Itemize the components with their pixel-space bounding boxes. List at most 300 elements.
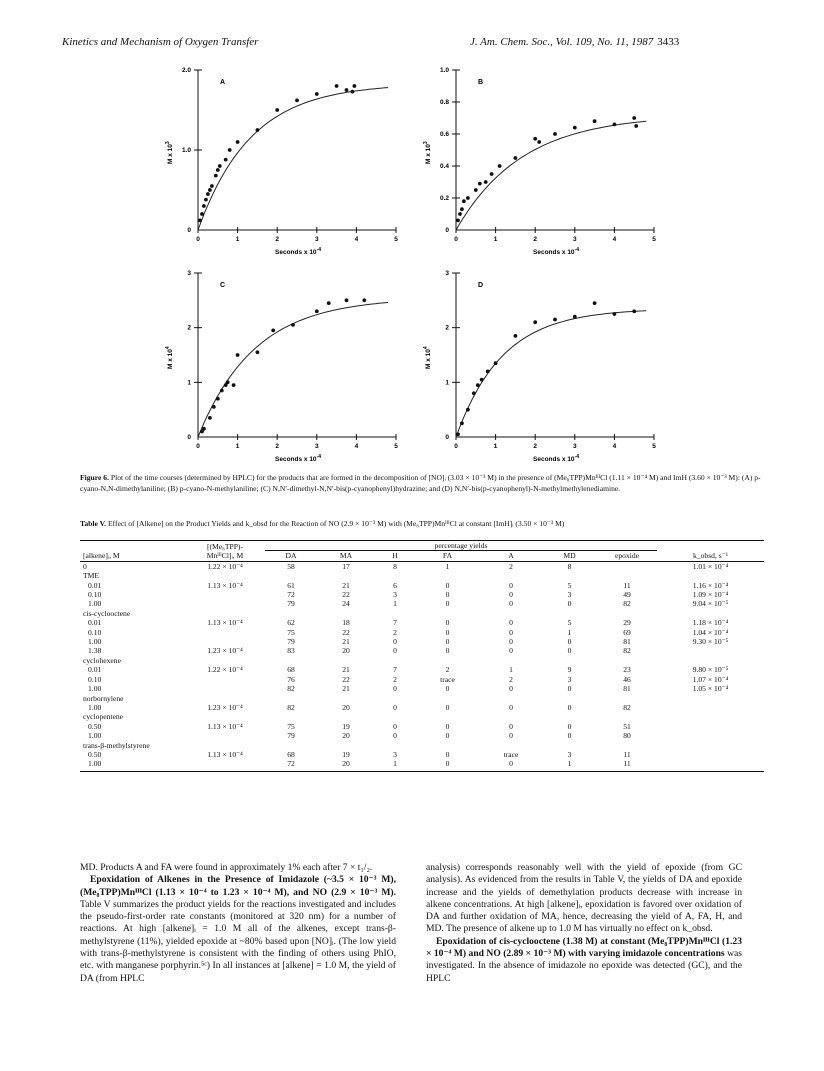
y-tick-label: 0.8 (439, 99, 449, 106)
x-tick-label: 0 (196, 443, 200, 450)
table-row (80, 665, 764, 674)
y-axis-label (165, 141, 174, 164)
cell-ma: 20 (342, 646, 350, 656)
cell-empty (185, 609, 764, 618)
body-column-right (426, 862, 742, 985)
panel-label: A (220, 79, 226, 86)
cell-mn: 1.23 × 10⁻⁴ (207, 702, 243, 712)
cell-alkene: 1.00 (88, 702, 102, 712)
data-point (494, 361, 498, 365)
plot-panel-b (423, 67, 656, 256)
table-row (80, 637, 764, 646)
y-tick-label: 0 (445, 227, 449, 234)
col-header-mn-line1: [(Me₈TPP)- (185, 541, 265, 551)
x-tick-label: 1 (493, 443, 498, 450)
x-tick-label: 4 (612, 443, 617, 450)
cell-alkene: 0.50 (88, 721, 102, 731)
cell-a: 0 (509, 637, 513, 647)
data-point (593, 301, 597, 305)
table-row (80, 646, 764, 655)
data-point (206, 192, 210, 196)
y-axis-label-text: M x 10 (425, 349, 432, 369)
cell-fa: 0 (445, 702, 450, 712)
cell-k: 1.07 × 10⁻⁴ (692, 674, 729, 684)
cell-epoxide: 69 (623, 627, 631, 637)
cell-mn (185, 590, 265, 599)
fit-curve (456, 311, 646, 437)
section-heading: Epoxidation of Alkenes in the Presence of Imidazole (~3.5 × 10⁻³ M), (Me₈TPP)MnᴵᴵᴵCl (1.13 × 10⁻⁴ to 1.23 × 10⁻⁴ M), and NO (2.9 × 10⁻³ M). (80, 874, 396, 898)
cell-da: 61 (287, 580, 295, 590)
table-group-heading (80, 656, 764, 665)
data-point (256, 128, 260, 132)
data-point (198, 219, 202, 223)
data-point (210, 184, 214, 188)
data-point (226, 380, 230, 384)
data-point (466, 196, 470, 200)
cell-mn (185, 731, 265, 740)
cell-a: 0 (509, 580, 513, 590)
cell-da: 83 (287, 646, 295, 656)
col-header-ma: MA (317, 551, 375, 561)
x-tick-label: 3 (314, 236, 319, 243)
cell-h: 7 (393, 665, 397, 675)
data-point (200, 212, 204, 216)
table-row (80, 731, 764, 740)
cell-epoxide: 49 (623, 590, 631, 600)
cell-k: 9.30 × 10⁻⁵ (692, 637, 729, 647)
data-point (218, 164, 222, 168)
table-group-heading (80, 571, 764, 580)
cell-h: 1 (375, 759, 415, 771)
cell-ma: 17 (342, 561, 350, 571)
data-point (486, 370, 490, 374)
x-axis-label-exponent: -4 (316, 247, 322, 253)
data-point (291, 323, 295, 327)
cell-fa: 0 (445, 749, 450, 759)
data-point (478, 182, 482, 186)
x-tick-label: 4 (354, 236, 359, 243)
cell-md: 0 (567, 731, 572, 741)
cell-alkene: 1.00 (88, 637, 102, 647)
panel-label: C (220, 282, 226, 289)
cell-alkene: 0.10 (88, 590, 102, 600)
cell-alkene: 1.00 (88, 599, 102, 609)
x-tick-label: 0 (196, 236, 200, 243)
cell-epoxide: 81 (623, 684, 631, 694)
cell-h: 0 (393, 702, 397, 712)
cell-fa: 0 (445, 684, 450, 694)
data-point (632, 309, 636, 313)
body-column-left (80, 862, 396, 985)
table-row (80, 618, 764, 627)
cell-mn: 1.13 × 10⁻⁴ (207, 618, 243, 628)
data-point (593, 119, 597, 123)
cell-epoxide: 51 (623, 721, 631, 731)
y-axis-label-text: M x 10 (167, 144, 174, 164)
col-header-md: MD (542, 551, 597, 561)
x-tick-label: 2 (275, 443, 280, 450)
cell-fa: 0 (445, 580, 450, 590)
y-tick-label: 1 (445, 379, 449, 387)
data-point (484, 180, 488, 184)
y-axis-label-text: M x 10 (425, 144, 432, 164)
cell-fa: 0 (445, 646, 450, 656)
data-point (236, 353, 240, 357)
cell-fa: 0 (445, 721, 450, 731)
y-tick-label: 0.4 (439, 163, 449, 170)
cell-alkene: 1.38 (88, 646, 102, 656)
cell-alkene: 0.10 (88, 627, 102, 637)
cell-a: 0 (509, 684, 513, 694)
cell-empty (185, 571, 764, 580)
data-point (462, 199, 466, 203)
cell-a: 2 (509, 561, 513, 571)
col-group-percentage-yields: percentage yields (265, 541, 657, 551)
data-point (533, 320, 537, 324)
data-point (498, 164, 502, 168)
col-header-mn-line2: MnᴵᴵᴵCl]ᵢ, M (185, 551, 265, 561)
x-axis-label (533, 247, 579, 256)
cell-alkene: 0.01 (88, 580, 102, 590)
plot-panel-c (165, 270, 398, 463)
cell-ma: 21 (342, 684, 350, 694)
cell-alkene: 0.01 (88, 618, 102, 628)
cell-da: 68 (287, 665, 295, 675)
cell-alkene: 0.01 (88, 665, 102, 675)
data-point (335, 84, 339, 88)
data-point (613, 312, 617, 316)
y-tick-label: 2 (445, 324, 449, 332)
cell-epoxide: 29 (623, 618, 631, 628)
cell-da: 68 (287, 749, 295, 759)
fit-curve (198, 302, 388, 437)
cell-h: 1 (393, 599, 397, 609)
data-point (228, 148, 232, 152)
cell-ma: 21 (342, 580, 350, 590)
table-group-heading (80, 741, 764, 750)
cell-mn (185, 675, 265, 684)
y-tick-label: 1 (187, 379, 191, 387)
cell-md: 1 (567, 627, 572, 637)
cell-md: 1 (542, 759, 597, 771)
cell-md: 0 (567, 637, 572, 647)
x-tick-label: 5 (652, 236, 656, 243)
cell-a: 0 (509, 627, 513, 637)
table-caption-label: Table V. (80, 519, 107, 528)
cell-mn (185, 628, 265, 637)
data-point (212, 405, 216, 409)
col-header-a: A (480, 551, 542, 561)
data-point (208, 188, 212, 192)
cell-a: 0 (509, 731, 513, 741)
cell-k (657, 722, 764, 731)
cell-md: 0 (567, 646, 572, 656)
x-tick-label: 1 (235, 443, 240, 450)
cell-k: 1.18 × 10⁻⁴ (692, 618, 729, 628)
cell-a: 0 (480, 759, 542, 771)
cell-mn: 1.22 × 10⁻⁴ (207, 665, 243, 675)
cell-ma: 20 (317, 759, 375, 771)
col-header-da: DA (265, 551, 317, 561)
plot-panel-d (423, 270, 656, 463)
cell-epoxide: 80 (623, 731, 631, 741)
cell-da: 82 (287, 684, 295, 694)
cell-epoxide: 11 (623, 580, 631, 590)
paragraph-text: Table V summarizes the product yields for the reactions investigated and includes the pseudo-first-order rate constants (monitored at 320 nm) for a number of reactions. At high [alkene]ᵢ = 1.0 M all of the alkenes, except trans-β-methylstyrene (11%), yielded epoxide at ~80% based upon [NO]ᵢ. (The low yield with trans-β-methylstyrene is consistent with the finding of others using PhIO, etc. with manganese porphyrin.⁵ᶜ) In all instances at [alkene] = 1.0 M, the yield of DA (from HPLC (80, 898, 396, 984)
data-point (362, 298, 366, 302)
cell-ma: 22 (342, 590, 350, 600)
cell-a: 0 (509, 646, 513, 656)
x-axis-label-exponent: -4 (574, 454, 580, 460)
cell-md: 0 (567, 599, 572, 609)
data-point (573, 315, 577, 319)
cell-alkene: 0.10 (88, 674, 102, 684)
cell-md: 3 (567, 590, 572, 600)
table-group-heading (80, 712, 764, 721)
cell-ma: 20 (342, 702, 350, 712)
data-point (315, 309, 319, 313)
table-group-heading (80, 609, 764, 618)
y-tick-label: 0 (187, 434, 191, 441)
data-point (474, 188, 478, 192)
x-tick-label: 4 (612, 236, 617, 243)
table-row (80, 628, 764, 637)
data-point (236, 140, 240, 144)
data-point (514, 334, 518, 338)
cell-da: 72 (265, 759, 317, 771)
fit-curve (456, 121, 646, 230)
table-row (80, 675, 764, 684)
cell-k (657, 750, 764, 759)
figure-caption-text: Plot of the time courses (determined by HPLC) for the products that are formed in the decomposition of [NO]ᵢ (3.03 × 10⁻³ M) in the presence of (Me₈TPP)MnᴵᴵᴵCl (1.11 × 10⁻⁴ M) and ImH (3.60 × 10⁻³ M): (A) p-cyano-N,N-dimethylaniline; (B) p-cyano-N-methylaniline; (C) N,N′-dimethyl-N,N′-bis(p-cyanophenyl)hydrazine; and (D) N,N′-bis(p-cyanophenyl)-N-methylmethylenediamine. (80, 473, 761, 493)
cell-md: 8 (567, 561, 572, 571)
x-axis-label (275, 454, 321, 463)
cell-fa: 0 (445, 731, 450, 741)
cell-h: 0 (393, 637, 397, 647)
cell-md: 0 (567, 684, 572, 694)
panel-label: D (478, 282, 484, 289)
data-point (202, 204, 206, 208)
data-point (490, 172, 494, 176)
data-point (327, 301, 331, 305)
cell-alkene: cis-cyclooctene (83, 608, 131, 618)
cell-mn (185, 759, 265, 771)
x-tick-label: 1 (235, 236, 240, 243)
cell-md: 5 (567, 618, 572, 628)
cell-fa: 0 (415, 759, 480, 771)
table-row (80, 561, 764, 571)
data-point (232, 383, 236, 387)
y-tick-label: 1.0 (439, 67, 449, 74)
cell-a: 0 (509, 618, 513, 628)
data-point (553, 318, 557, 322)
cell-alkene: 0.50 (88, 749, 102, 759)
cell-k: 1.04 × 10⁻⁴ (692, 627, 729, 637)
cell-md: 0 (567, 721, 572, 731)
cell-a: 1 (509, 665, 513, 675)
cell-fa: 0 (445, 618, 450, 628)
table-row (80, 722, 764, 731)
cell-ma: 18 (342, 618, 350, 628)
journal-citation: J. Am. Chem. Soc., Vol. 109, No. 11, 1987 (470, 36, 654, 48)
x-tick-label: 2 (533, 443, 538, 450)
cell-da: 72 (287, 590, 295, 600)
data-point (533, 137, 537, 141)
table-row (80, 684, 764, 693)
cell-epoxide: 81 (623, 637, 631, 647)
cell-h: 2 (393, 674, 397, 684)
y-axis-label-exponent: 4 (423, 346, 429, 350)
data-point (458, 212, 462, 216)
running-header-title: Kinetics and Mechanism of Oxygen Transfer (62, 36, 259, 48)
cell-empty (185, 694, 764, 703)
table-5-caption (80, 519, 764, 529)
cell-a: trace (503, 749, 519, 759)
table-row (80, 750, 764, 759)
data-point (466, 408, 470, 412)
y-axis-label-exponent: 3 (165, 141, 171, 145)
data-point (202, 427, 206, 431)
cell-mn: 1.23 × 10⁻⁴ (207, 646, 243, 656)
table-row (80, 581, 764, 590)
cell-da: 79 (287, 637, 295, 647)
data-point (208, 416, 212, 420)
data-point (295, 99, 299, 103)
plot-axes (456, 273, 654, 437)
col-header-kobsd: k_obsd, s⁻¹ (657, 551, 764, 561)
cell-md: 0 (567, 702, 572, 712)
cell-epoxide: 82 (623, 702, 631, 712)
cell-fa: 2 (445, 665, 450, 675)
cell-empty (185, 712, 764, 721)
cell-fa: 0 (445, 590, 450, 600)
cell-ma: 20 (342, 731, 350, 741)
page-number: 3433 (657, 36, 680, 48)
data-point (216, 397, 220, 401)
data-point (553, 132, 557, 136)
cell-alkene: 1.00 (80, 759, 185, 771)
col-header-h: H (375, 551, 415, 561)
cell-da: 58 (287, 561, 295, 571)
cell-empty (185, 656, 764, 665)
cell-a: 0 (509, 702, 513, 712)
y-tick-label: 2.0 (181, 67, 191, 74)
cell-md: 9 (567, 665, 572, 675)
cell-ma: 22 (342, 674, 350, 684)
cell-da: 79 (287, 731, 295, 741)
cell-md: 3 (567, 674, 572, 684)
data-point (204, 198, 208, 202)
cell-mn: 1.13 × 10⁻⁴ (207, 721, 243, 731)
data-point (632, 116, 636, 120)
x-tick-label: 5 (652, 443, 656, 450)
col-header-alkene: [alkene]ᵢ, M (80, 551, 185, 561)
col-header-epoxide: epoxide (597, 551, 657, 561)
cell-epoxide: 11 (623, 749, 631, 759)
x-tick-label: 4 (354, 443, 359, 450)
cell-da: 75 (287, 721, 295, 731)
cell-a: 0 (509, 590, 513, 600)
data-point (275, 108, 279, 112)
y-axis-label-exponent: 3 (423, 141, 429, 145)
cell-alkene: cyclohexene (83, 655, 121, 665)
cell-ma: 24 (342, 599, 350, 609)
cell-md: 3 (567, 749, 572, 759)
cell-fa: 0 (445, 599, 450, 609)
y-tick-label: 0 (187, 227, 191, 234)
cell-da: 79 (287, 599, 295, 609)
cell-da: 82 (287, 702, 295, 712)
cell-alkene: TME (83, 571, 100, 581)
x-axis-label-text: Seconds x 10 (533, 456, 575, 463)
cell-h: 3 (393, 749, 397, 759)
cell-fa: 0 (445, 627, 450, 637)
x-tick-label: 5 (394, 443, 398, 450)
cell-ma: 21 (342, 665, 350, 675)
cell-k: 1.01 × 10⁻⁴ (692, 561, 729, 571)
x-axis-label (275, 247, 321, 256)
x-tick-label: 5 (394, 236, 398, 243)
cell-mn (185, 637, 265, 646)
cell-alkene: trans-β-methylstyrene (83, 740, 150, 750)
paragraph: MD. Products A and FA were found in approximately 1% each after 7 × t₁/₂. (80, 862, 373, 873)
x-tick-label: 0 (454, 236, 458, 243)
cell-epoxide: 82 (623, 599, 631, 609)
x-axis-label-text: Seconds x 10 (275, 249, 317, 256)
data-point (476, 383, 480, 387)
y-axis-label-text: M x 10 (167, 349, 174, 369)
data-point (456, 432, 460, 436)
cell-a: 0 (509, 721, 513, 731)
plot-panel-a (165, 67, 398, 256)
cell-a: 0 (509, 599, 513, 609)
data-point (537, 140, 541, 144)
cell-fa: 0 (445, 637, 450, 647)
cell-k: 1.16 × 10⁻⁴ (692, 580, 729, 590)
cell-mn (185, 599, 265, 608)
data-point (315, 92, 319, 96)
cell-k: 9.80 × 10⁻⁵ (692, 665, 729, 675)
cell-da: 76 (287, 674, 295, 684)
cell-h: 7 (393, 618, 397, 628)
data-point (613, 123, 617, 127)
data-point (220, 389, 224, 393)
data-point (634, 124, 638, 128)
plot-axes (456, 70, 654, 230)
cell-k (657, 731, 764, 740)
y-tick-label: 3 (187, 270, 191, 277)
x-tick-label: 3 (572, 236, 577, 243)
data-point (345, 88, 349, 92)
cell-alkene: 1.00 (88, 731, 102, 741)
y-tick-label: 0.6 (439, 131, 449, 138)
y-tick-label: 0 (445, 434, 449, 441)
data-point (351, 90, 355, 94)
cell-h: 0 (393, 731, 397, 741)
x-tick-label: 3 (572, 443, 577, 450)
cell-alkene: 0 (83, 561, 87, 571)
cell-mn: 1.13 × 10⁻⁴ (207, 580, 243, 590)
data-point (224, 158, 228, 162)
data-point (216, 168, 220, 172)
x-axis-label (533, 454, 579, 463)
y-axis-label (423, 141, 432, 164)
x-tick-label: 0 (454, 443, 458, 450)
table-row (80, 703, 764, 712)
data-point (460, 207, 464, 211)
x-axis-label-text: Seconds x 10 (533, 249, 575, 256)
cell-da: 75 (287, 627, 295, 637)
